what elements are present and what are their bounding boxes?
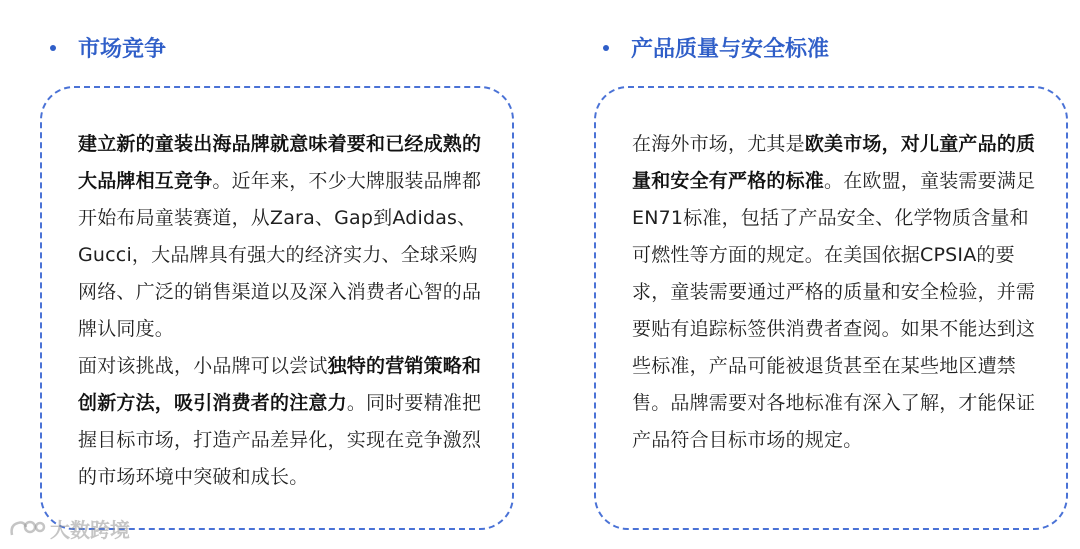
watermark-logo-icon [8,517,46,541]
paragraph-1 [632,126,1036,459]
watermark-text: 大数跨境 [50,518,130,542]
bold-text: 欧美市场，对儿童产品的质量和安全有严格的标准 [632,133,1036,192]
paragraph-2 [78,348,482,496]
bullet-icon [50,45,56,51]
body-text: 。在欧盟，童装需要满足EN71标准，包括了产品安全、化学物质含量和可燃性等方面的规定。在美国依据CPSIA的要求，童装需要通过严格的质量和安全检验，并需要贴有追踪标签供消费者查阅。如果不能达到这些标准，产品可能被退货甚至在某些地区遭禁售。品牌需要对各地标准有深入了解，才能保证产品符合目标市场的规定。 [632,170,1036,451]
bold-text: 独特的营销策略和创新方法，吸引消费者的注意力 [78,355,482,414]
quality-safety-card [594,86,1068,530]
paragraph-1 [78,126,482,348]
bold-text: 建立新的童装出海品牌就意味着要和已经成熟的大品牌相互竞争 [78,133,482,192]
section-title: 产品质量与安全标准 [631,37,830,62]
body-text: 面对该挑战，小品牌可以尝试 [78,355,328,377]
watermark [8,514,130,543]
bullet-icon [603,45,609,51]
market-competition-card [40,86,514,530]
section-heading-quality-safety [603,32,829,63]
section-heading-market-competition [50,32,166,63]
body-text: 在海外市场，尤其是 [632,133,805,155]
body-text: 。近年来，不少大牌服装品牌都开始布局童装赛道，从Zara、Gap到Adidas、Gucci，大品牌具有强大的经济实力、全球采购网络、广泛的销售渠道以及深入消费者心智的品牌认同度。 [78,170,482,340]
section-title: 市场竞争 [78,37,167,62]
body-text: 。同时要精准把握目标市场，打造产品差异化，实现在竞争激烈的市场环境中突破和成长。 [78,392,482,488]
